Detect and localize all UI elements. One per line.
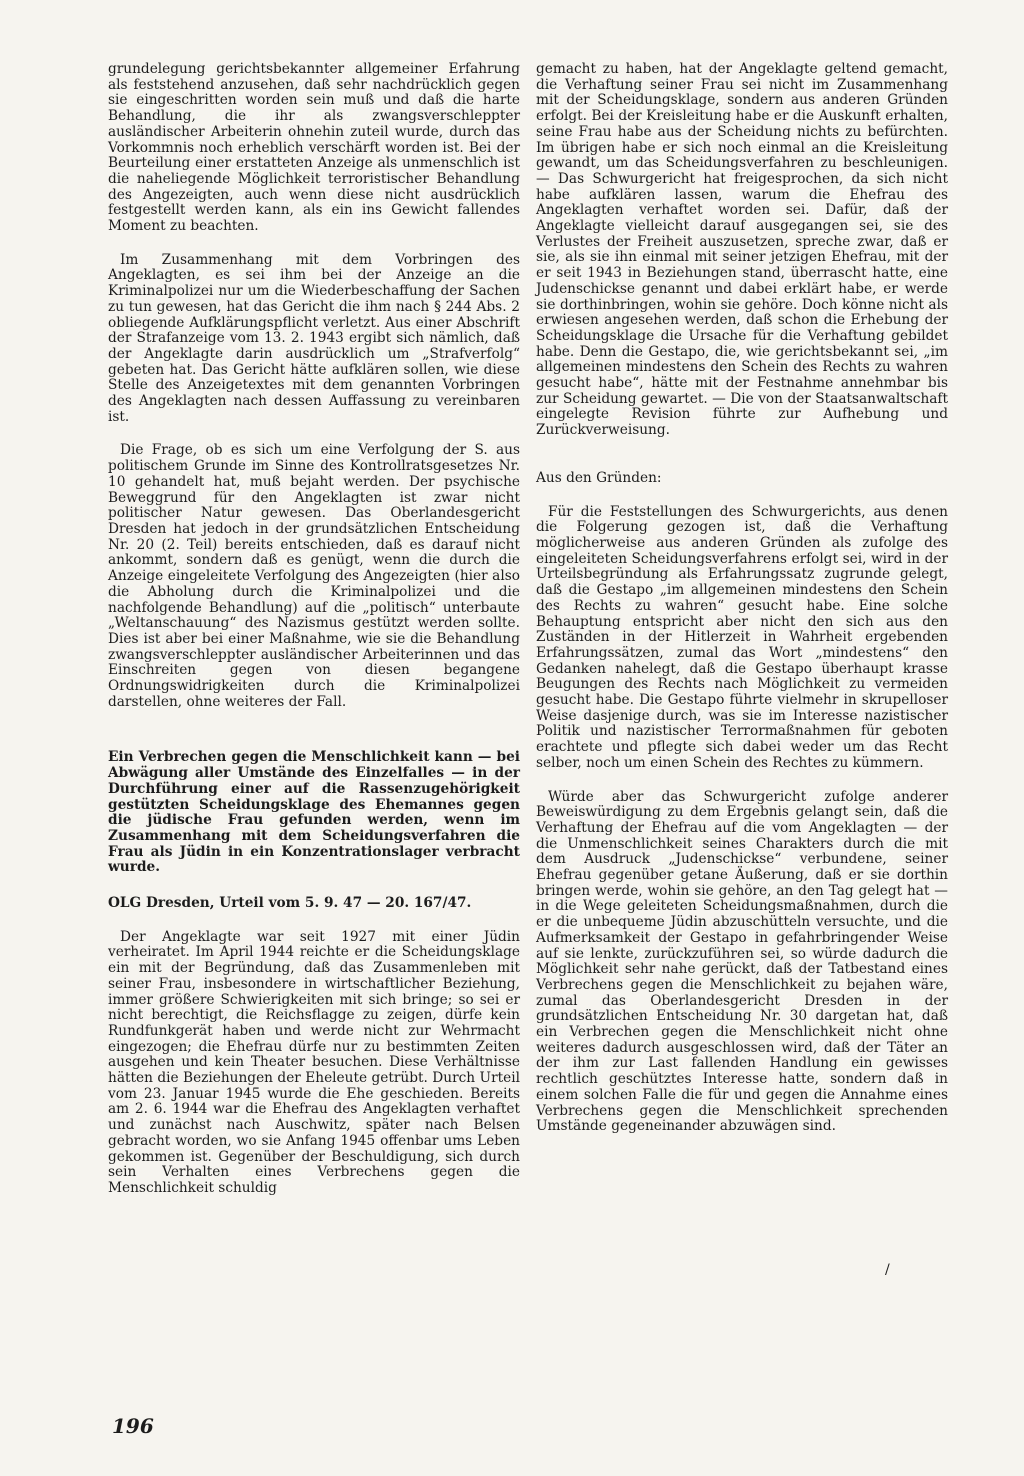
left-column [108, 62, 520, 1197]
stray-mark: / [885, 1262, 890, 1278]
right-paragraph-1: gemacht zu haben, hat der Angeklagte geltend gemacht, die Verhaftung seiner Frau sei nicht im Zusammenhang mit der Scheidungsklage, sondern aus anderen Gründen erfolgt. Bei der Kreisleitung habe er die Auskunft erhalten, seine Frau habe aus der Scheidung nichts zu befürchten. Im übrigen habe er sich noch einmal an die Kreisleitung gewandt, um das Scheidungsverfahren zu beschleunigen. — Das Schwurgericht hat freigesprochen, da sich nicht habe aufklären lassen, warum die Ehefrau des Angeklagten verhaftet worden sei. Dafür, daß der Angeklagte vielleicht darauf ausgegangen sei, sie des Verlustes der Freiheit auszusetzen, spreche zwar, daß er sie, als sie ihn einmal mit seiner jetzigen Ehefrau, mit der er seit 1943 in Beziehungen stand, überrascht hatte, eine Judenschickse genannt und dabei erklärt habe, er werde sie dorthinbringen, wohin sie gehöre. Doch könne nicht als erwiesen angesehen werden, daß schon die Erhebung der Scheidungsklage die Ursache für die Verhaftung gebildet habe. Denn die Gestapo, die, wie gerichtsbekannt sei, „im allgemeinen mindestens den Schein des Rechts zu wahren gesucht habe“, hätte mit der Festnahme annehmbar bis zur Scheidung gewartet. — Die von der Staatsanwaltschaft eingelegte Revision führte zur Aufhebung und Zurückverweisung. [536, 61, 948, 439]
headnote: Ein Verbrechen gegen die Menschlichkeit kann — bei Abwägung aller Umstände des Einzelfalles — in der Durchführung einer auf die Rassenzugehörigkeit gestützten Scheidungsklage des Ehemannes gegen die jüdische Frau gefunden werden, wenn im Zusammenhang mit dem Scheidungsverfahren die Frau als Jüdin in ein Konzentrationslager verbracht wurde. [108, 749, 520, 876]
court-citation: OLG Dresden, Urteil vom 5. 9. 47 — 20. 167/47. [108, 895, 472, 912]
right-paragraph-3: Würde aber das Schwurgericht zufolge anderer Beweiswürdigung zu dem Ergebnis gelangt sein, daß die Verhaftung der Ehefrau auf die vom Angeklagten — der die Unmenschlichkeit seines Charakters durch die mit dem Ausdruck „Judenschickse“ verbundene, seiner Ehefrau gegenüber getane Äußerung, daß er sie dorthin bringen werde, wohin sie gehöre, an den Tag gelegt hat — in die Wege geleiteten Scheidungsmaßnahmen, durch die er die unbequeme Jüdin abzuschütteln versuchte, und die Aufmerksamkeit der Gestapo in gefahrbringender Weise auf sie lenkte, zurückzuführen sei, so würde dadurch die Möglichkeit sehr nahe gerückt, daß der Tatbestand eines Verbrechens gegen die Menschlichkeit zu bejahen wäre, zumal das Oberlandesgericht Dresden in der grundsätzlichen Entscheidung Nr. 30 dargetan hat, daß ein Verbrechen gegen die Menschlichkeit nicht ohne weiteres dadurch ausgeschlossen wird, daß der Täter an der ihm zur Last fallenden Handlung ein gewisses rechtlich geschütztes Interesse hatte, sondern daß in einem solchen Falle die für und gegen die Annahme eines Verbrechens gegen die Menschlichkeit sprechenden Umstände gegeneinander abzuwägen sind. [536, 788, 948, 1135]
right-paragraph-2: Für die Feststellungen des Schwurgerichts, aus denen die Folgerung gezogen ist, daß die Verhaftung möglicherweise aus anderen Gründen als zufolge des eingeleiteten Scheidungsverfahrens erfolgt sei, wird in der Urteilsbegründung als Erfahrungssatz zugrunde gelegt, daß die Gestapo „im allgemeinen mindestens den Schein des Rechts zu wahren“ gesucht habe. Eine solche Behauptung entspricht aber nicht den sich aus den Zuständen in der Hitlerzeit in Wahrheit ergebenden Erfahrungssätzen, zumal das Wort „mindestens“ den Gedanken nahelegt, daß die Gestapo überhaupt krasse Beugungen des Rechts nach Möglichkeit zu vermeiden gesucht habe. Die Gestapo führte vielmehr in skrupelloser Weise dasjenige durch, was sie im Interesse nazistischer Politik und nazistischer Terrormaßnahmen für geboten erachtete und pflegte sich dabei weder um das Recht selber, noch um einen Schein des Rechtes zu kümmern. [536, 503, 948, 771]
right-column [536, 62, 948, 1135]
left-paragraph-3: Die Frage, ob es sich um eine Verfolgung der S. aus politischem Grunde im Sinne des Kontrollratsgesetzes Nr. 10 gehandelt hat, muß bejaht werden. Der psychische Beweggrund für den Angeklagten ist zwar nicht politischer Natur gewesen. Das Oberlandesgericht Dresden hat jedoch in der grundsätzlichen Entscheidung Nr. 20 (2. Teil) bereits entschieden, daß es darauf nicht ankommt, sondern daß es genügt, wenn die durch die Anzeige eingeleitete Verfolgung des Angezeigten (hier also die Abholung durch die Kriminalpolizei und die nachfolgende Behandlung) auf die „politisch“ unterbaute „Weltanschauung“ des Nazismus gestützt werden sollte. Dies ist aber bei einer Maßnahme, wie sie die Behandlung zwangsverschleppter ausländischer Arbeiterinnen und das Einschreiten gegen von diesen begangene Ordnungswidrigkeiten durch die Kriminalpolizei darstellen, ohne weiteres der Fall. [108, 442, 520, 710]
left-paragraph-4: Der Angeklagte war seit 1927 mit einer Jüdin verheiratet. Im April 1944 reichte er die Scheidungsklage ein mit der Begründung, daß das Zusammenleben mit seiner Frau, insbesondere in wirtschaftlicher Beziehung, immer größere Schwierigkeiten mit sich bringe; so sei er nicht berechtigt, die Reichsflagge zu zeigen, dürfe kein Rundfunkgerät haben und werde nicht zur Wehrmacht eingezogen; die Ehefrau dürfe nur zu bestimmten Zeiten ausgehen und kein Theater besuchen. Diese Verhältnisse hätten die Beziehungen der Eheleute getrübt. Durch Urteil vom 23. Januar 1945 wurde die Ehe geschieden. Bereits am 2. 6. 1944 war die Ehefrau des Angeklagten verhaftet und zunächst nach Auschwitz, später nach Belsen gebracht worden, wo sie Anfang 1945 offenbar ums Leben gekommen ist. Gegenüber der Beschuldigung, sich durch sein Verhalten eines Verbrechens gegen die Menschlichkeit schuldig [108, 928, 520, 1196]
page-number: 196 [112, 1414, 154, 1438]
section-heading: Aus den Gründen: [536, 469, 662, 486]
left-paragraph-1: grundelegung gerichtsbekannter allgemeiner Erfahrung als feststehend anzusehen, daß sehr nachdrücklich gegen sie eingeschritten worden sein muß und daß die harte Behandlung, die ihr als zwangsverschleppter ausländischer Arbeiterin ohnehin zuteil wurde, durch das Vorkommnis noch erheblich verschärft worden ist. Bei der Beurteilung einer erstatteten Anzeige als unmenschlich ist die naheliegende Möglichkeit terroristischer Behandlung des Angezeigten, auch wenn diese nicht ausdrücklich festgestellt werden kann, als ein ins Gewicht fallendes Moment zu beachten. [108, 61, 520, 235]
left-paragraph-2: Im Zusammenhang mit dem Vorbringen des Angeklagten, es sei ihm bei der Anzeige an die Kriminalpolizei nur um die Wiederbeschaffung der Sachen zu tun gewesen, hat das Gericht die ihm nach § 244 Abs. 2 obliegende Aufklärungspflicht verletzt. Aus einer Abschrift der Strafanzeige vom 13. 2. 1943 ergibt sich nämlich, daß der Angeklagte darin ausdrücklich um „Strafverfolg“ gebeten hat. Das Gericht hätte aufklären sollen, wie diese Stelle des Anzeigetextes mit dem genannten Vorbringen des Angeklagten nach dessen Auffassung zu vereinbaren ist. [108, 251, 520, 425]
